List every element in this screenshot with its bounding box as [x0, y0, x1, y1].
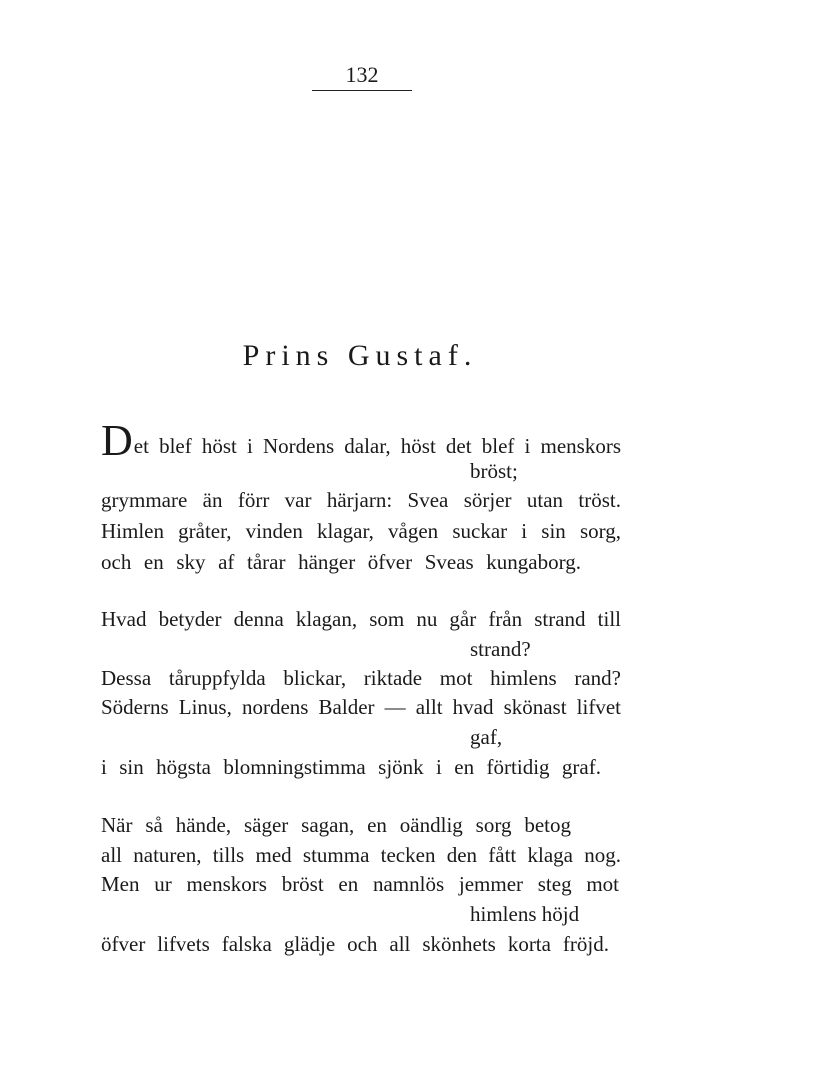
- poem-line-continuation: himlens höjd: [470, 902, 580, 926]
- poem-line: öfver lifvets falska glädje och all skönhets korta fröjd.: [101, 932, 609, 956]
- poem-line: all naturen, tills med stumma tecken den fått klaga nog.: [101, 843, 621, 867]
- poem-line: När så hände, säger sagan, en oändlig sorg betog: [101, 813, 571, 837]
- poem-line: Hvad betyder denna klagan, som nu går från strand till: [101, 607, 621, 631]
- poem-line: Dessa tåruppfylda blickar, riktade mot himlens rand?: [101, 666, 621, 690]
- page-number: 132: [345, 62, 379, 87]
- poem-line: och en sky af tårar hänger öfver Sveas kungaborg.: [101, 550, 581, 574]
- poem-line: i sin högsta blomningstimma sjönk i en förtidig graf.: [101, 755, 601, 779]
- poem-line: [101, 416, 621, 465]
- poem-line-continuation: strand?: [470, 637, 531, 661]
- poem-title: Prins Gustaf.: [242, 339, 478, 372]
- poem-line: grymmare än förr var härjarn: Svea sörjer utan tröst.: [101, 488, 621, 512]
- poem-line-continuation: gaf,: [470, 725, 503, 749]
- page-number-rule: [312, 90, 412, 91]
- poem-line-continuation: bröst;: [470, 459, 518, 483]
- poem-line-text: et blef höst i Nordens dalar, höst det blef i menskors: [133, 434, 621, 458]
- poem-line: Himlen gråter, vinden klagar, vågen suckar i sin sorg,: [101, 519, 621, 543]
- poem-line: Men ur menskors bröst en namnlös jemmer steg mot: [101, 872, 619, 896]
- poem-line: Söderns Linus, nordens Balder — allt hvad skönast lifvet: [101, 695, 621, 719]
- drop-cap: D: [101, 416, 133, 465]
